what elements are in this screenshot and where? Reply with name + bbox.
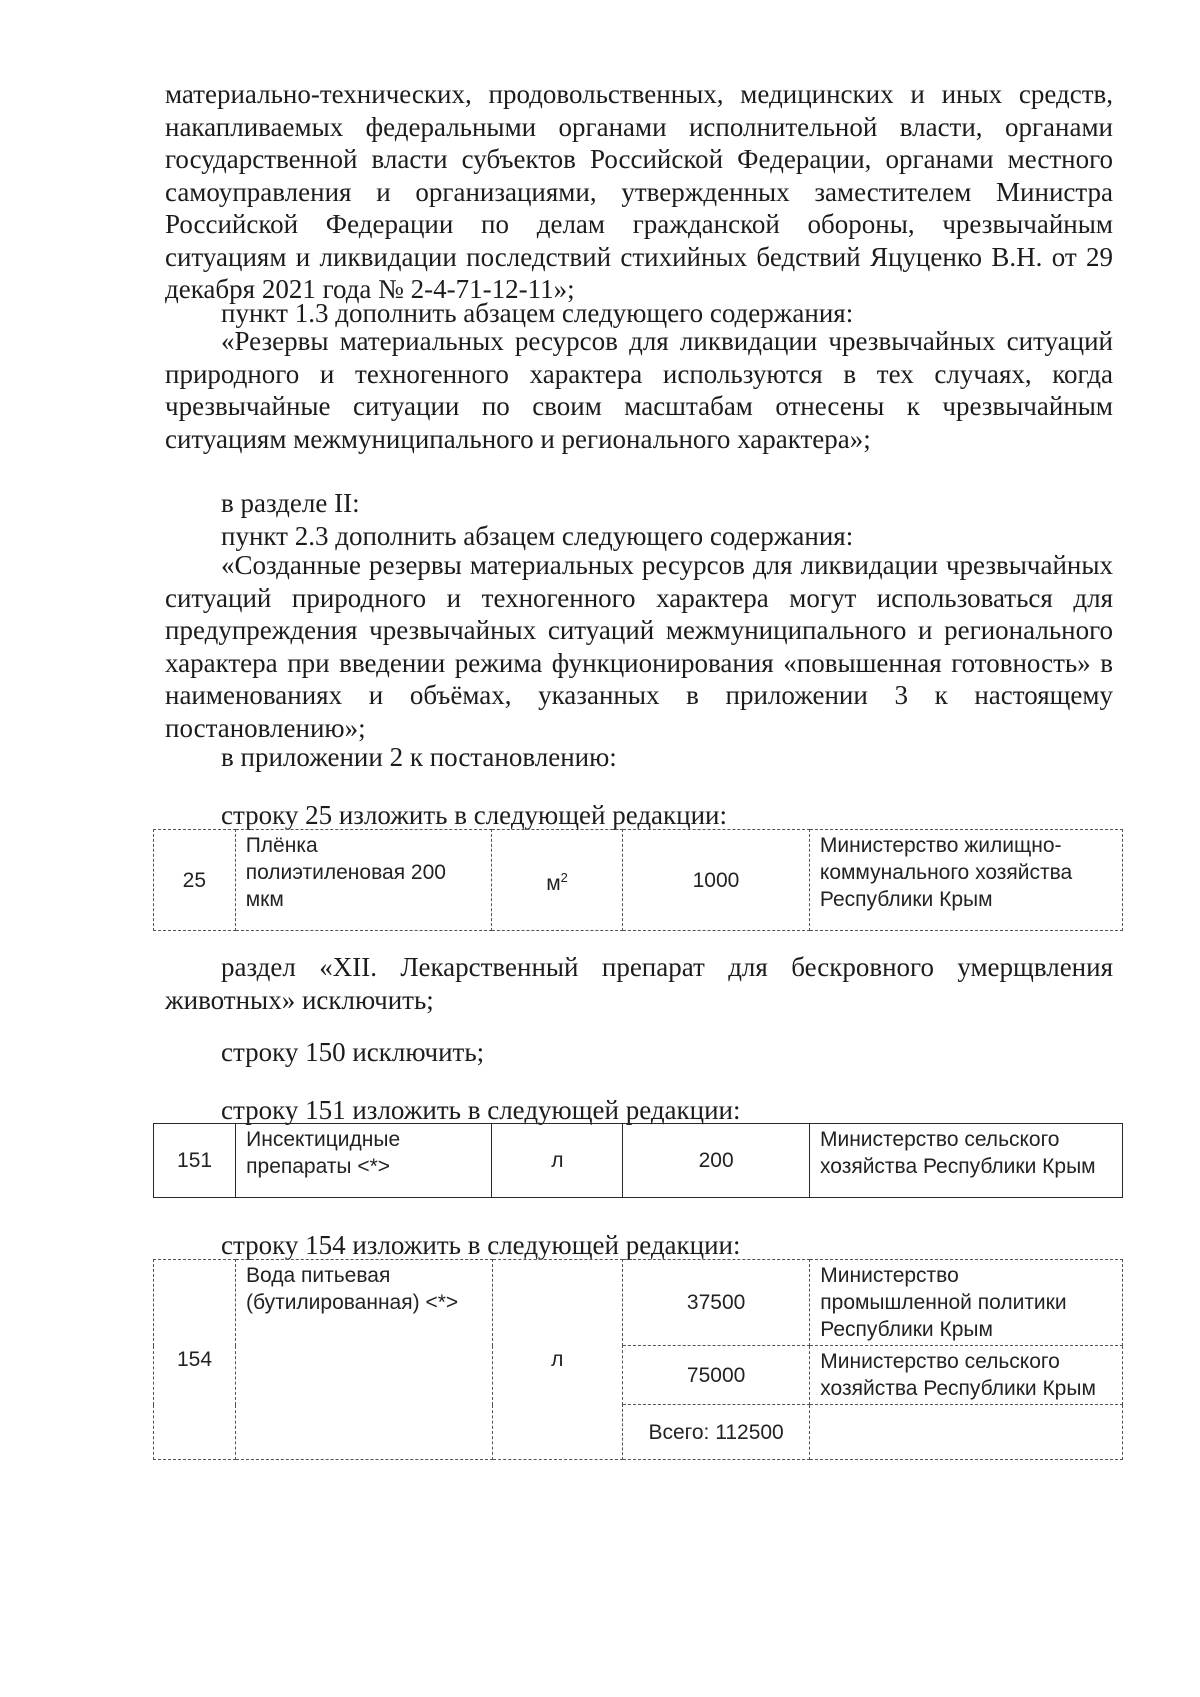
quantity-cell: 75000 (622, 1346, 809, 1405)
organization-cell: Министерство сельского хозяйства Республики Крым (810, 1346, 1123, 1405)
table-row (154, 830, 1123, 931)
table-row (154, 1260, 1123, 1346)
unit-superscript: 2 (560, 869, 568, 885)
paragraph-row-150-removed: строку 150 исключить; (221, 1037, 485, 1067)
paragraph-reserves-usage: «Резервы материальных ресурсов для ликвидации чрезвычайных ситуаций природного и техногенного характера используются в тех случаях, когда чрезвычайные ситуации по своим масштабам отнесены к чрезвычайным ситуациям межмуниципального и регионального характера»; (165, 326, 1113, 454)
organization-cell (810, 1405, 1123, 1460)
table-row-154 (153, 1259, 1123, 1460)
table-row-151 (153, 1123, 1123, 1198)
row-number: 25 (154, 830, 236, 931)
paragraph-created-reserves: «Созданные резервы материальных ресурсов для ликвидации чрезвычайных ситуаций природного и техногенного характера могут использоваться для предупреждения чрезвычайных ситуаций межмуниципального и регионального характера при введении режима функционирования «повышенная готовность» в наименованиях и объёмах, указанных в приложении 3 к настоящему постановлению»; (165, 550, 1113, 743)
organization-cell: Министерство жилищно-коммунального хозяйства Республики Крым (809, 830, 1122, 931)
paragraph-row-25-heading: строку 25 изложить в следующей редакции: (221, 800, 728, 830)
table-row (154, 1124, 1123, 1198)
paragraph-intro-continuation: материально-технических, продовольственных, медицинских и иных средств, накапливаемых федеральными органами исполнительной власти, органами государственной власти субъектов Российской Федерации, органами местного самоуправления и организациями, утвержденных заместителем Министра Российской Федерации по делам гражданской обороны, чрезвычайным ситуациям и ликвидации последствий стихийных бедствий Яцуценко В.Н. от 29 декабря 2021 года № 2-4-71-12-11»; (165, 79, 1113, 304)
paragraph-item-2-3: пункт 2.3 дополнить абзацем следующего содержания: (221, 521, 854, 551)
quantity-cell: 37500 (622, 1260, 809, 1346)
row-number: 154 (154, 1260, 236, 1460)
paragraph-row-151-heading: строку 151 изложить в следующей редакции: (221, 1095, 741, 1125)
item-name: Вода питьевая (бутилированная) <*> (236, 1260, 493, 1460)
row-number: 151 (154, 1124, 236, 1198)
paragraph-item-1-3: пункт 1.3 дополнить абзацем следующего содержания: (221, 298, 854, 328)
item-name: Инсектицидные препараты <*> (236, 1124, 492, 1198)
unit-cell: л (492, 1124, 623, 1198)
paragraph-section-12-removed: раздел «XII. Лекарственный препарат для бескровного умерщвления животных» исключить; (165, 952, 1113, 1015)
unit-cell (492, 830, 623, 931)
paragraph-section-2: в разделе II: (221, 488, 360, 518)
unit-cell: л (492, 1260, 622, 1460)
paragraph-appendix-2: в приложении 2 к постановлению: (221, 742, 617, 772)
organization-cell: Министерство сельского хозяйства Республики Крым (809, 1124, 1122, 1198)
organization-cell: Министерство промышленной политики Республики Крым (810, 1260, 1123, 1346)
item-name: Плёнка полиэтиленовая 200 мкм (235, 830, 491, 931)
paragraph-row-154-heading: строку 154 изложить в следующей редакции: (221, 1230, 741, 1260)
quantity-cell: 1000 (623, 830, 810, 931)
table-row-25 (153, 829, 1123, 931)
unit-value: м (546, 871, 561, 895)
quantity-cell: 200 (623, 1124, 810, 1198)
total-quantity-cell: Всего: 112500 (622, 1405, 809, 1460)
